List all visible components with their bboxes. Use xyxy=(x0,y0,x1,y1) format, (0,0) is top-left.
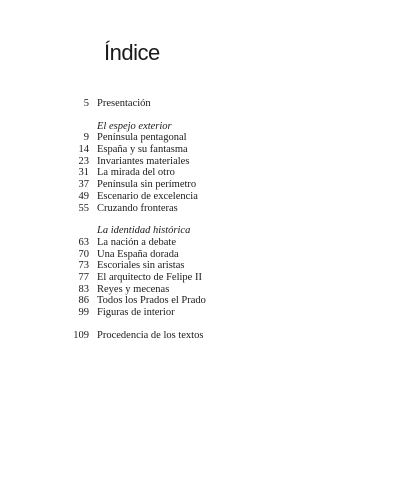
page-number: 23 xyxy=(78,155,89,167)
toc-entry-presentacion xyxy=(0,98,400,110)
toc-entry xyxy=(0,307,400,319)
toc-entry xyxy=(0,144,400,156)
entry-title: Península sin perímetro xyxy=(97,179,197,191)
toc-entry xyxy=(0,284,400,296)
toc-entry xyxy=(0,167,400,179)
page-number: 63 xyxy=(78,236,89,248)
entry-title: Figuras de interior xyxy=(97,307,175,318)
entry-title: España y su fantasma xyxy=(97,144,188,156)
page-number: 37 xyxy=(78,179,89,191)
entry-title: Una España dorada xyxy=(97,248,179,260)
section-heading xyxy=(0,121,400,133)
page-number: 109 xyxy=(73,329,89,341)
entry-title: Procedencia de los textos xyxy=(97,329,204,341)
toc-entry xyxy=(0,132,400,144)
page-number: 86 xyxy=(78,295,89,307)
toc-entry xyxy=(0,191,400,203)
entry-title: La mirada del otro xyxy=(97,167,175,179)
toc-entry xyxy=(0,272,400,284)
toc-entry xyxy=(0,179,400,191)
page-number: 31 xyxy=(78,167,89,179)
page-number: 14 xyxy=(78,144,89,156)
entry-title: Escoriales sin aristas xyxy=(97,260,185,272)
toc-entry xyxy=(0,295,400,307)
toc-entry xyxy=(0,249,400,261)
page-number: 55 xyxy=(78,202,89,214)
entry-title: Reyes y mecenas xyxy=(97,283,170,295)
toc-entry xyxy=(0,260,400,272)
section-title: El espejo exterior xyxy=(97,120,172,132)
entry-title: Escenario de excelencia xyxy=(97,190,198,202)
table-of-contents xyxy=(0,98,400,341)
page-number: 99 xyxy=(78,307,89,318)
toc-entry xyxy=(0,156,400,168)
toc-entry-procedencia xyxy=(0,330,400,342)
page-number: 70 xyxy=(78,248,89,260)
section-title: La identidad histórica xyxy=(97,225,191,237)
entry-title: Península pentagonal xyxy=(97,132,187,144)
entry-title: La nación a debate xyxy=(97,236,176,248)
toc-entry xyxy=(0,203,400,215)
entry-title: Cruzando fronteras xyxy=(97,202,178,214)
entry-title: Presentación xyxy=(97,98,151,109)
entry-title: El arquitecto de Felipe II xyxy=(97,271,202,283)
page-number: 77 xyxy=(78,271,89,283)
entry-title: Todos los Prados el Prado xyxy=(97,295,206,307)
toc-entry xyxy=(0,237,400,249)
section-heading xyxy=(0,225,400,237)
page-number: 73 xyxy=(78,260,89,272)
entry-title: Invariantes materiales xyxy=(97,155,190,167)
page-title: Índice xyxy=(104,40,160,65)
page-number: 5 xyxy=(83,98,89,109)
page-number: 83 xyxy=(78,283,89,295)
page-number: 49 xyxy=(78,190,89,202)
page-number: 9 xyxy=(83,132,89,144)
